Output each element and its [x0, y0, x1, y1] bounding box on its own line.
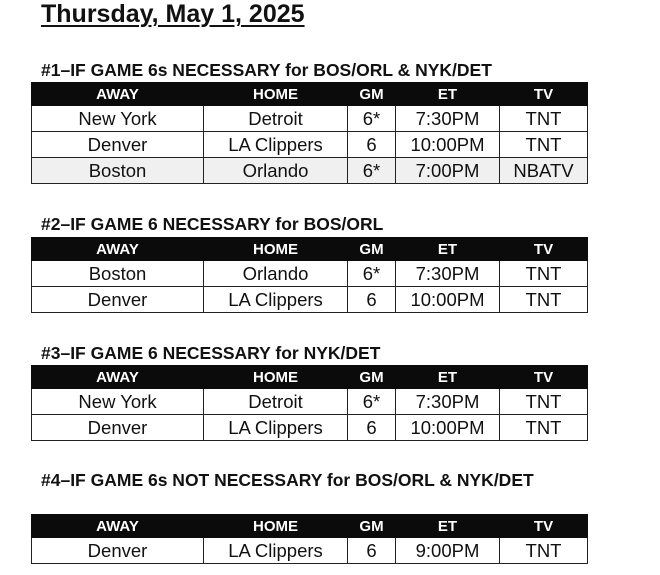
column-header-et: ET: [396, 515, 500, 538]
tv-network: NBATV: [500, 158, 588, 184]
game-number: 6*: [348, 158, 396, 184]
column-header-gm: GM: [348, 366, 396, 389]
tip-time: 7:30PM: [396, 106, 500, 132]
home-team: Detroit: [204, 106, 348, 132]
game-number: 6: [348, 287, 396, 313]
away-team: Denver: [32, 538, 204, 564]
column-header-tv: TV: [500, 515, 588, 538]
column-header-away: AWAY: [32, 515, 204, 538]
tip-time: 10:00PM: [396, 132, 500, 158]
game-number: 6: [348, 132, 396, 158]
tv-network: TNT: [500, 389, 588, 415]
column-header-gm: GM: [348, 515, 396, 538]
home-team: Orlando: [204, 261, 348, 287]
column-header-tv: TV: [500, 238, 588, 261]
column-header-home: HOME: [204, 366, 348, 389]
table-row: [32, 415, 588, 441]
column-header-away: AWAY: [32, 238, 204, 261]
game-number: 6*: [348, 106, 396, 132]
table-row: [32, 389, 588, 415]
tv-network: TNT: [500, 538, 588, 564]
game-number: 6*: [348, 389, 396, 415]
table-header-row: [32, 366, 588, 389]
scenario-2-heading: #2–IF GAME 6 NECESSARY for BOS/ORL: [41, 214, 384, 234]
table-row: [32, 106, 588, 132]
scenario-3-table: [31, 365, 588, 441]
tv-network: TNT: [500, 415, 588, 441]
away-team: New York: [32, 389, 204, 415]
scenario-3-heading: #3–IF GAME 6 NECESSARY for NYK/DET: [41, 343, 381, 363]
table-row: [32, 538, 588, 564]
table-row: [32, 158, 588, 184]
column-header-away: AWAY: [32, 366, 204, 389]
tip-time: 7:30PM: [396, 261, 500, 287]
game-number: 6*: [348, 261, 396, 287]
away-team: Denver: [32, 415, 204, 441]
table-row: [32, 261, 588, 287]
scenario-4-heading: #4–IF GAME 6s NOT NECESSARY for BOS/ORL & NYK/DET: [41, 470, 534, 490]
column-header-home: HOME: [204, 238, 348, 261]
column-header-et: ET: [396, 238, 500, 261]
table-header-row: [32, 238, 588, 261]
column-header-et: ET: [396, 366, 500, 389]
scenario-1-heading: #1–IF GAME 6s NECESSARY for BOS/ORL & NYK/DET: [41, 60, 492, 80]
tv-network: TNT: [500, 261, 588, 287]
table-header-row: [32, 83, 588, 106]
column-header-gm: GM: [348, 83, 396, 106]
page-title: Thursday, May 1, 2025: [41, 0, 305, 28]
away-team: New York: [32, 106, 204, 132]
game-number: 6: [348, 415, 396, 441]
tip-time: 10:00PM: [396, 287, 500, 313]
scenario-2-table: [31, 237, 588, 313]
column-header-gm: GM: [348, 238, 396, 261]
tip-time: 7:30PM: [396, 389, 500, 415]
column-header-home: HOME: [204, 515, 348, 538]
game-number: 6: [348, 538, 396, 564]
home-team: LA Clippers: [204, 415, 348, 441]
tv-network: TNT: [500, 287, 588, 313]
away-team: Denver: [32, 132, 204, 158]
home-team: Detroit: [204, 389, 348, 415]
column-header-home: HOME: [204, 83, 348, 106]
tip-time: 7:00PM: [396, 158, 500, 184]
away-team: Boston: [32, 158, 204, 184]
table-row: [32, 287, 588, 313]
column-header-tv: TV: [500, 366, 588, 389]
home-team: LA Clippers: [204, 287, 348, 313]
away-team: Boston: [32, 261, 204, 287]
tip-time: 9:00PM: [396, 538, 500, 564]
table-header-row: [32, 515, 588, 538]
home-team: LA Clippers: [204, 538, 348, 564]
column-header-away: AWAY: [32, 83, 204, 106]
column-header-et: ET: [396, 83, 500, 106]
scenario-4-table: [31, 514, 588, 564]
column-header-tv: TV: [500, 83, 588, 106]
home-team: LA Clippers: [204, 132, 348, 158]
table-row: [32, 132, 588, 158]
away-team: Denver: [32, 287, 204, 313]
tip-time: 10:00PM: [396, 415, 500, 441]
tv-network: TNT: [500, 106, 588, 132]
tv-network: TNT: [500, 132, 588, 158]
home-team: Orlando: [204, 158, 348, 184]
scenario-1-table: [31, 82, 588, 184]
